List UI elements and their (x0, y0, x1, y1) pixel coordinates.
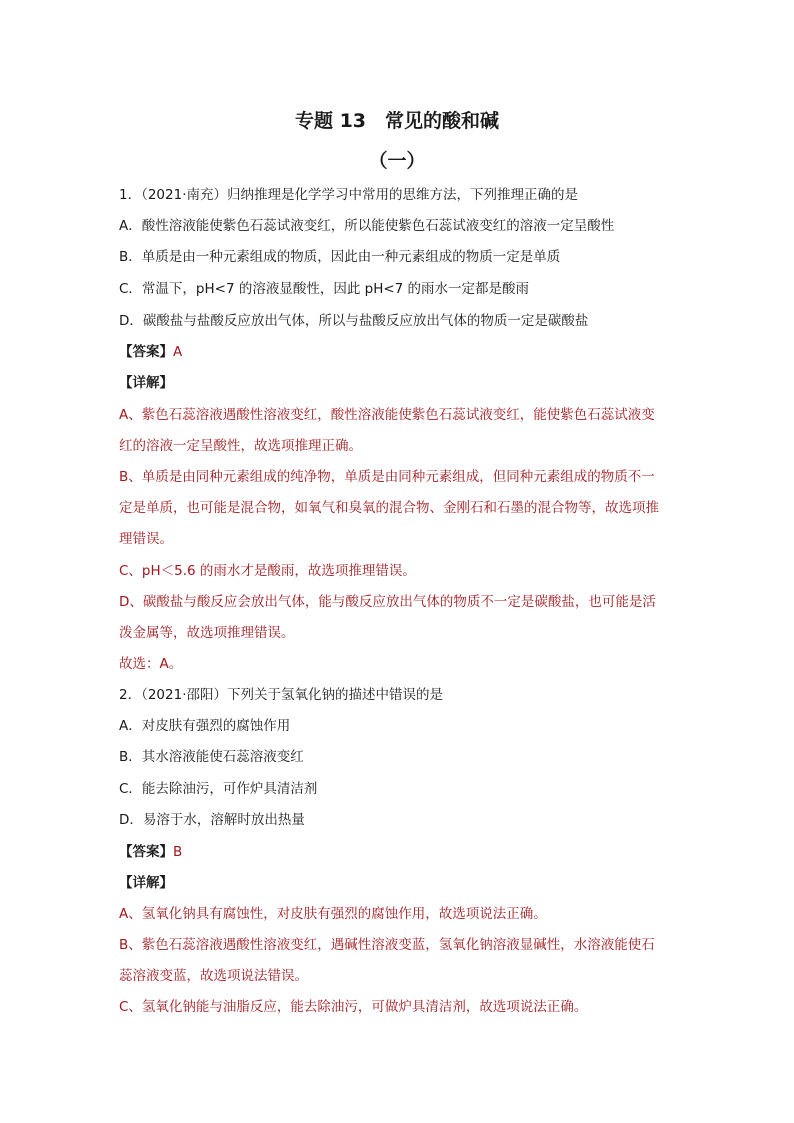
question-1-answer (119, 342, 679, 362)
question-1-detail-line: A、紫色石蕊溶液遇酸性溶液变红，酸性溶液能使紫色石蕊试液变红，能使紫色石蕊试液变 (119, 407, 655, 423)
question-1-detail-line: 理错误。 (119, 531, 173, 547)
answer-value: A (173, 344, 183, 360)
question-1-stem: 1．（2021·南充）归纳推理是化学学习中常用的思维方法，下列推理正确的是 (119, 187, 578, 203)
question-2-option-a: A．对皮肤有强烈的腐蚀作用 (119, 718, 291, 734)
question-2-option-d: D．易溶于水，溶解时放出热量 (119, 812, 305, 828)
question-1-detail-line: B、单质是由同种元素组成的纯净物，单质是由同种元素组成，但同种元素组成的物质不一 (119, 469, 655, 485)
question-1-detail-label: 【详解】 (119, 375, 173, 391)
answer-label: 【答案】 (119, 844, 173, 860)
page-subtitle: （一） (368, 150, 426, 172)
question-1-detail-line: 泼金属等，故选项推理错误。 (119, 625, 295, 641)
question-2-option-c: C．能去除油污，可作炉具清洁剂 (119, 781, 318, 797)
question-1-conclusion: 故选：A。 (119, 656, 183, 672)
question-1-option-c: C．常温下，pH<7 的溶液显酸性，因此 pH<7 的雨水一定都是酸雨 (119, 281, 530, 297)
question-1-option-d: D．碳酸盐与盐酸反应放出气体，所以与盐酸反应放出气体的物质一定是碳酸盐 (119, 313, 589, 329)
question-2-detail-line: 蕊溶液变蓝，故选项说法错误。 (119, 968, 308, 984)
question-2-detail-label: 【详解】 (119, 875, 173, 891)
question-1-option-b: B．单质是由一种元素组成的物质，因此由一种元素组成的物质一定是单质 (119, 249, 561, 265)
question-1-detail-line: C、pH＜5.6 的雨水才是酸雨，故选项推理错误。 (119, 563, 416, 579)
question-1-option-a: A．酸性溶液能使紫色石蕊试液变红，所以能使紫色石蕊试液变红的溶液一定呈酸性 (119, 218, 615, 234)
question-2-stem: 2．（2021·邵阳）下列关于氢氧化钠的描述中错误的是 (119, 687, 443, 703)
question-2-option-b: B．其水溶液能使石蕊溶液变红 (119, 749, 304, 765)
question-1-detail-line: 定是单质，也可能是混合物，如氧气和臭氧的混合物、金刚石和石墨的混合物等，故选项推 (119, 500, 659, 516)
question-2-detail-line: A、氢氧化钠具有腐蚀性，对皮肤有强烈的腐蚀作用，故选项说法正确。 (119, 906, 547, 922)
page-title: 专题 13 常见的酸和碱 (294, 110, 500, 132)
answer-value: B (173, 844, 183, 860)
answer-label: 【答案】 (119, 344, 173, 360)
question-1-detail-line: D、碳酸盐与酸反应会放出气体，能与酸反应放出气体的物质不一定是碳酸盐，也可能是活 (119, 594, 656, 610)
question-2-answer (119, 842, 679, 862)
question-1-detail-line: 红的溶液一定呈酸性，故选项推理正确。 (119, 438, 362, 454)
question-2-detail-line: B、紫色石蕊溶液遇酸性溶液变红，遇碱性溶液变蓝，氢氧化钠溶液显碱性，水溶液能使石 (119, 937, 655, 953)
question-2-detail-line: C、氢氧化钠能与油脂反应，能去除油污，可做炉具清洁剂，故选项说法正确。 (119, 999, 588, 1015)
